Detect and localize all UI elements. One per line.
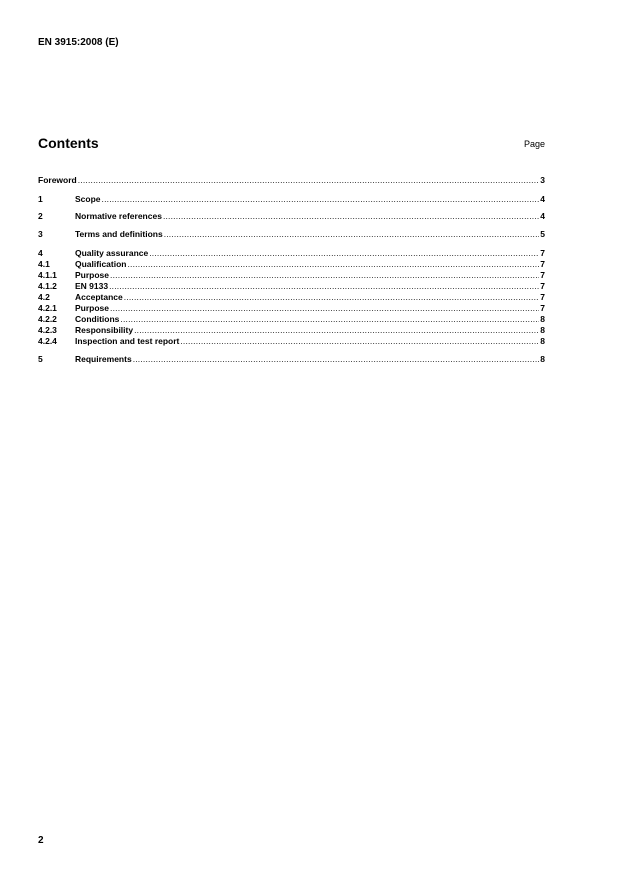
toc-entry-number: 4.1.2 bbox=[38, 281, 57, 291]
toc-entry-inspection-and-test-report[interactable] bbox=[38, 336, 545, 347]
document-header: EN 3915:2008 (E) bbox=[38, 37, 119, 48]
toc-entry-en-9133[interactable] bbox=[38, 281, 545, 292]
toc-entry-page: 7 bbox=[540, 248, 545, 258]
toc-dot-leader bbox=[180, 336, 539, 347]
toc-entry-page: 4 bbox=[540, 211, 545, 221]
page-column-label: Page bbox=[523, 139, 545, 149]
toc-entry-number: 4.2.3 bbox=[38, 325, 57, 335]
toc-entry-number: 3 bbox=[38, 229, 43, 239]
toc-entry-number: 4 bbox=[38, 248, 43, 258]
toc-entry-title: EN 9133 bbox=[75, 281, 109, 291]
toc-entry-page: 7 bbox=[540, 292, 545, 302]
toc-entry-title: Scope bbox=[75, 194, 101, 204]
toc-entry-responsibility[interactable] bbox=[38, 325, 545, 336]
toc-entry-title: Acceptance bbox=[75, 292, 123, 302]
toc-entry-qualification[interactable] bbox=[38, 259, 545, 270]
toc-entry-title: Requirements bbox=[75, 354, 132, 364]
toc-dot-leader bbox=[102, 194, 540, 205]
toc-dot-leader bbox=[133, 354, 540, 365]
toc-entry-conditions[interactable] bbox=[38, 314, 545, 325]
toc-entry-title: Inspection and test report bbox=[75, 336, 180, 346]
toc-dot-leader bbox=[124, 292, 540, 303]
toc-entry-page: 8 bbox=[540, 354, 545, 364]
toc-dot-leader bbox=[110, 303, 539, 314]
toc-dot-leader bbox=[134, 325, 539, 336]
toc-entry-title: Terms and definitions bbox=[75, 229, 163, 239]
toc-entry-foreword[interactable] bbox=[38, 175, 545, 186]
toc-entry-normative-references[interactable] bbox=[38, 211, 545, 222]
toc-entry-number: 1 bbox=[38, 194, 43, 204]
toc-dot-leader bbox=[164, 229, 540, 240]
toc-entry-page: 7 bbox=[540, 259, 545, 269]
toc-entry-terms-and-definitions[interactable] bbox=[38, 229, 545, 240]
toc-entry-number: 5 bbox=[38, 354, 43, 364]
toc-entry-number: 4.1 bbox=[38, 259, 50, 269]
toc-entry-title: Purpose bbox=[75, 303, 110, 313]
toc-dot-leader bbox=[127, 259, 539, 270]
toc-entry-requirements[interactable] bbox=[38, 354, 545, 365]
toc-entry-page: 7 bbox=[540, 281, 545, 291]
toc-entry-acceptance[interactable] bbox=[38, 292, 545, 303]
toc-entry-scope[interactable] bbox=[38, 194, 545, 205]
toc-entry-qualification-purpose[interactable] bbox=[38, 270, 545, 281]
toc-entry-page: 7 bbox=[540, 270, 545, 280]
toc-entry-acceptance-purpose[interactable] bbox=[38, 303, 545, 314]
toc-entry-number: 4.2.2 bbox=[38, 314, 57, 324]
toc-entry-page: 8 bbox=[540, 336, 545, 346]
table-of-contents bbox=[38, 0, 545, 877]
page-number: 2 bbox=[38, 835, 44, 846]
toc-entry-number: 4.2.4 bbox=[38, 336, 57, 346]
toc-entry-page: 7 bbox=[540, 303, 545, 313]
toc-entry-number: 4.2.1 bbox=[38, 303, 57, 313]
toc-entry-number: 4.2 bbox=[38, 292, 50, 302]
toc-entry-title: Quality assurance bbox=[75, 248, 149, 258]
toc-entry-page: 8 bbox=[540, 314, 545, 324]
toc-dot-leader bbox=[109, 281, 539, 292]
toc-entry-page: 3 bbox=[540, 175, 545, 185]
toc-entry-title: Normative references bbox=[75, 211, 162, 221]
toc-dot-leader bbox=[149, 248, 539, 259]
toc-entry-number: 4.1.1 bbox=[38, 270, 57, 280]
contents-title: Contents bbox=[38, 135, 99, 151]
toc-entry-page: 4 bbox=[540, 194, 545, 204]
toc-entry-title: Qualification bbox=[75, 259, 127, 269]
toc-entry-title: Foreword bbox=[38, 175, 77, 185]
toc-dot-leader bbox=[110, 270, 539, 281]
toc-entry-page: 8 bbox=[540, 325, 545, 335]
toc-dot-leader bbox=[120, 314, 539, 325]
toc-entry-title: Purpose bbox=[75, 270, 110, 280]
toc-dot-leader bbox=[78, 175, 540, 186]
toc-dot-leader bbox=[163, 211, 539, 222]
toc-entry-page: 5 bbox=[540, 229, 545, 239]
toc-entry-quality-assurance[interactable] bbox=[38, 248, 545, 259]
toc-entry-number: 2 bbox=[38, 211, 43, 221]
toc-entry-title: Conditions bbox=[75, 314, 120, 324]
toc-entry-title: Responsibility bbox=[75, 325, 134, 335]
